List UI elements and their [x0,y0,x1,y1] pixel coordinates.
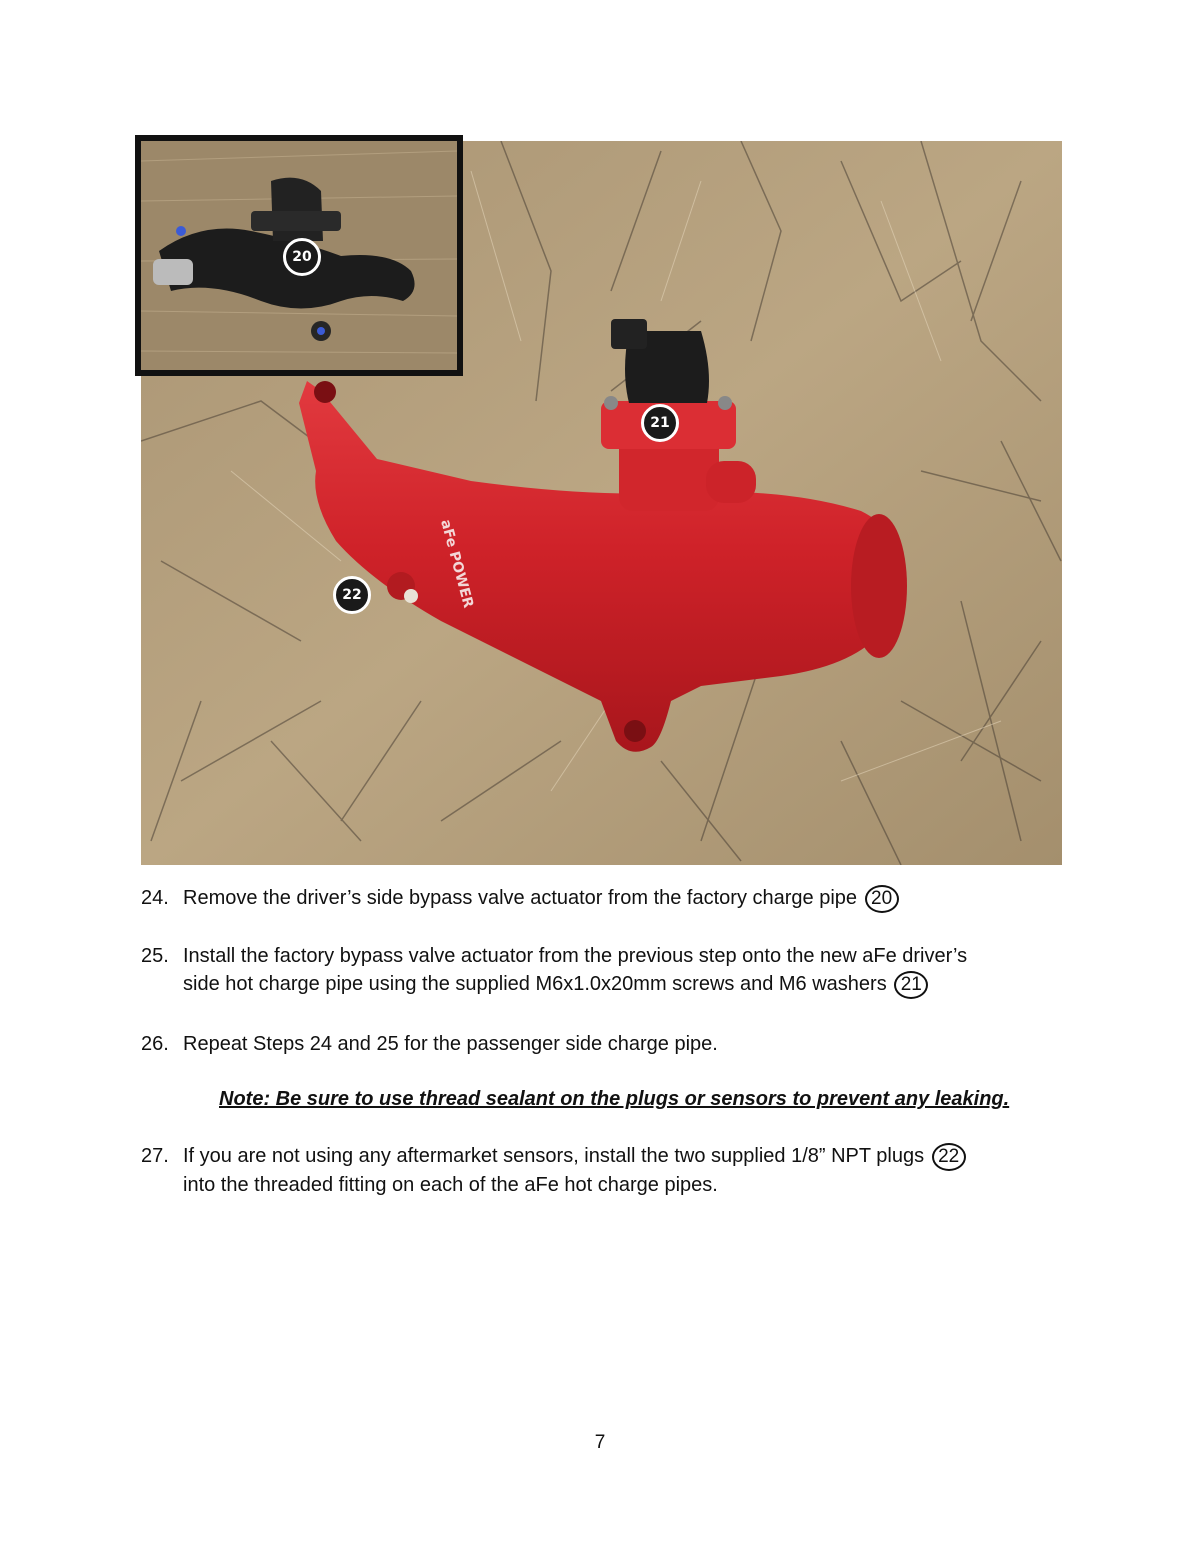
step-number: 26. [141,1033,169,1055]
callout-20: 20 [283,238,321,276]
step-text: Install the factory bypass valve actuator from the previous step onto the new aFe driver’s side hot charge pipe using the supplied M6x1.0x20mm screws and M6 washers 21 [183,942,1061,999]
inset-photo [135,135,463,376]
step-text: Remove the driver’s side bypass valve actuator from the factory charge pipe 20 [183,884,1061,913]
step-number: 27. [141,1145,169,1167]
step-number: 24. [141,887,169,909]
afe-logo: aFe POWER [437,517,477,610]
reference-circle-22: 22 [932,1143,966,1171]
reference-circle-20: 20 [865,885,899,913]
step-text: Repeat Steps 24 and 25 for the passenger side charge pipe. [183,1033,718,1055]
sealant-note: Note: Be sure to use thread sealant on the plugs or sensors to prevent any leaking. [219,1088,1010,1110]
callout-22: 22 [333,576,371,614]
page-number: 7 [594,1432,606,1453]
step-text: If you are not using any aftermarket sensors, install the two supplied 1/8” NPT plugs 22 into the threaded fitting on each of the aFe hot charge pipes. [183,1142,1061,1199]
step-number: 25. [141,945,169,967]
callout-21: 21 [641,404,679,442]
reference-circle-21: 21 [894,971,928,999]
